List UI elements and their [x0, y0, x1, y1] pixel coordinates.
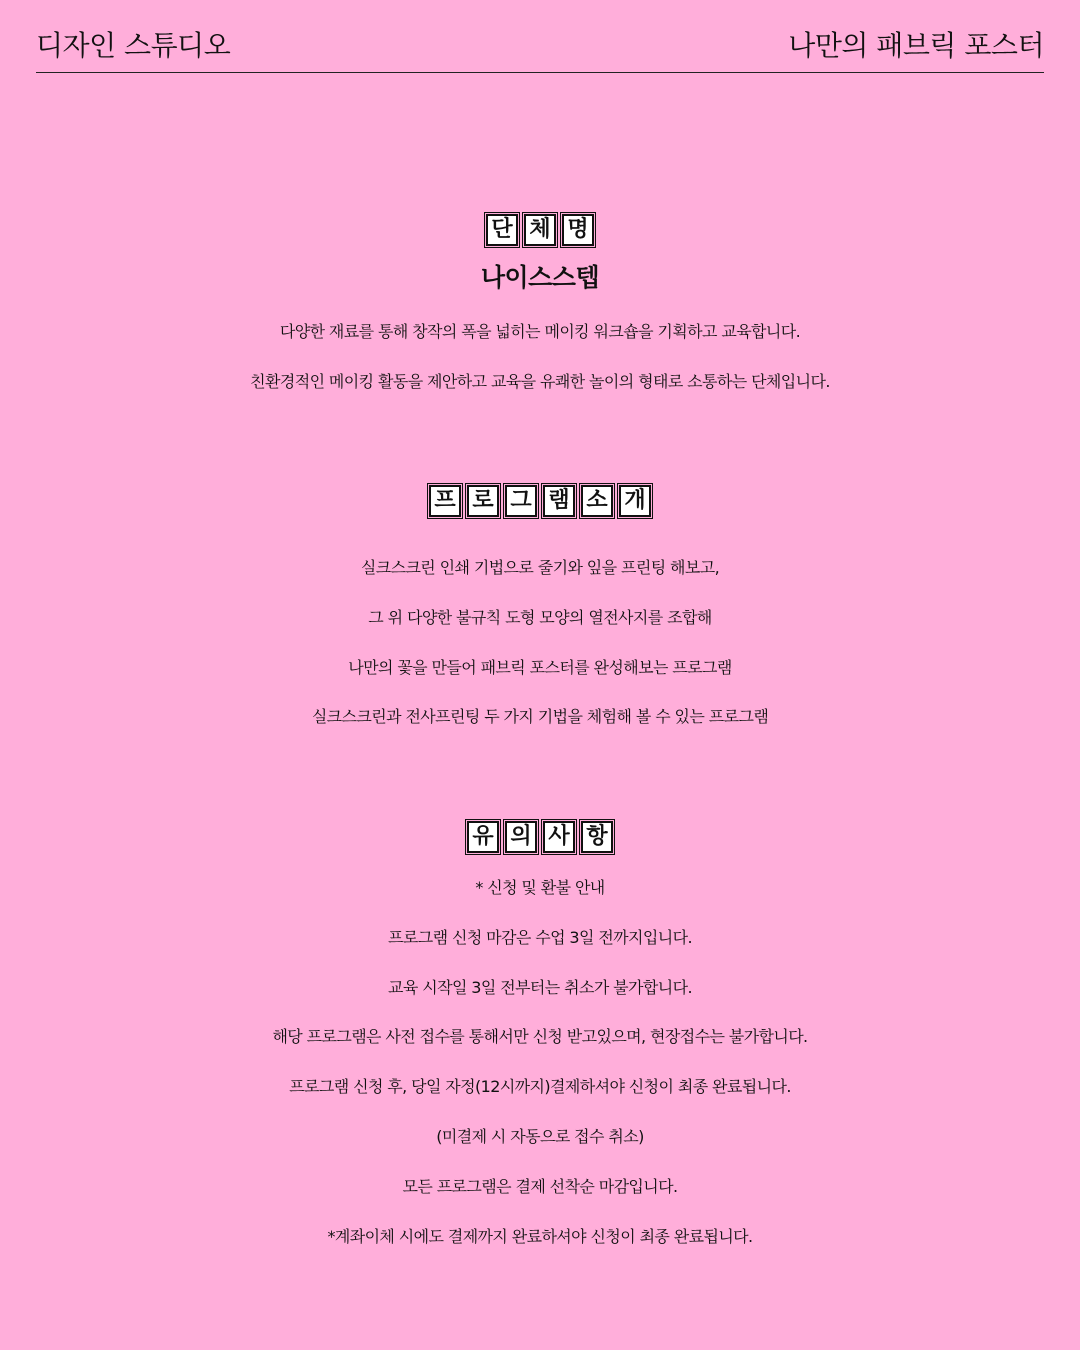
- heading-char: 소: [581, 485, 613, 517]
- heading-char: 램: [543, 485, 575, 517]
- notice-heading: [0, 821, 1080, 853]
- heading-char: 명: [562, 214, 594, 246]
- description-line: 친환경적인 메이킹 활동을 제안하고 교육을 유쾌한 놀이의 형태로 소통하는 단체입니다.: [250, 371, 830, 391]
- poster-title: 나만의 패브릭 포스터: [788, 29, 1044, 62]
- organization-heading: [0, 214, 1080, 246]
- notice-line: 해당 프로그램은 사전 접수를 통해서만 신청 받고있으며, 현장접수는 불가합니다.: [272, 1027, 808, 1047]
- notice-line: 프로그램 신청 후, 당일 자정(12시까지)결제하셔야 신청이 최종 완료됩니다.: [289, 1077, 791, 1097]
- heading-char: 유: [467, 821, 499, 853]
- heading-char: 사: [543, 821, 575, 853]
- notice-line: 교육 시작일 3일 전부터는 취소가 불가합니다.: [388, 977, 692, 997]
- program-heading: [0, 485, 1080, 517]
- brand-name: 디자인 스튜디오: [36, 29, 231, 62]
- heading-char: 개: [619, 485, 651, 517]
- description-line: 다양한 재료를 통해 창작의 폭을 넓히는 메이킹 워크숍을 기획하고 교육합니다.: [279, 322, 801, 341]
- heading-char: 체: [524, 214, 556, 246]
- heading-char: 단: [486, 214, 518, 246]
- notice-line: 프로그램 신청 마감은 수업 3일 전까지입니다.: [388, 927, 692, 947]
- program-line: 나만의 꽃을 만들어 패브릭 포스터를 완성해보는 프로그램: [348, 657, 732, 677]
- heading-char: 의: [505, 821, 537, 853]
- notice-line: (미결제 시 자동으로 접수 취소): [436, 1126, 644, 1146]
- program-line: 그 위 다양한 불규칙 도형 모양의 열전사지를 조합해: [368, 607, 712, 627]
- program-description: [0, 543, 1080, 742]
- notice-line: 모든 프로그램은 결제 선착순 마감입니다.: [402, 1176, 678, 1196]
- heading-char: 항: [581, 821, 613, 853]
- program-line: 실크스크린 인쇄 기법으로 줄기와 잎을 프린팅 해보고,: [360, 558, 720, 577]
- notice-line: *계좌이체 시에도 결제까지 완료하셔야 신청이 최종 완료됩니다.: [327, 1226, 753, 1246]
- organization-name: 나이스스텝: [480, 263, 600, 292]
- organization-description: [0, 307, 1080, 407]
- header-bar: [36, 22, 1044, 73]
- heading-char: 프: [429, 485, 461, 517]
- program-line: 실크스크린과 전사프린팅 두 가지 기법을 체험해 볼 수 있는 프로그램: [311, 707, 769, 727]
- notice-line: * 신청 및 환불 안내: [475, 878, 605, 897]
- heading-char: 그: [505, 485, 537, 517]
- heading-char: 로: [467, 485, 499, 517]
- notice-list: [0, 863, 1080, 1261]
